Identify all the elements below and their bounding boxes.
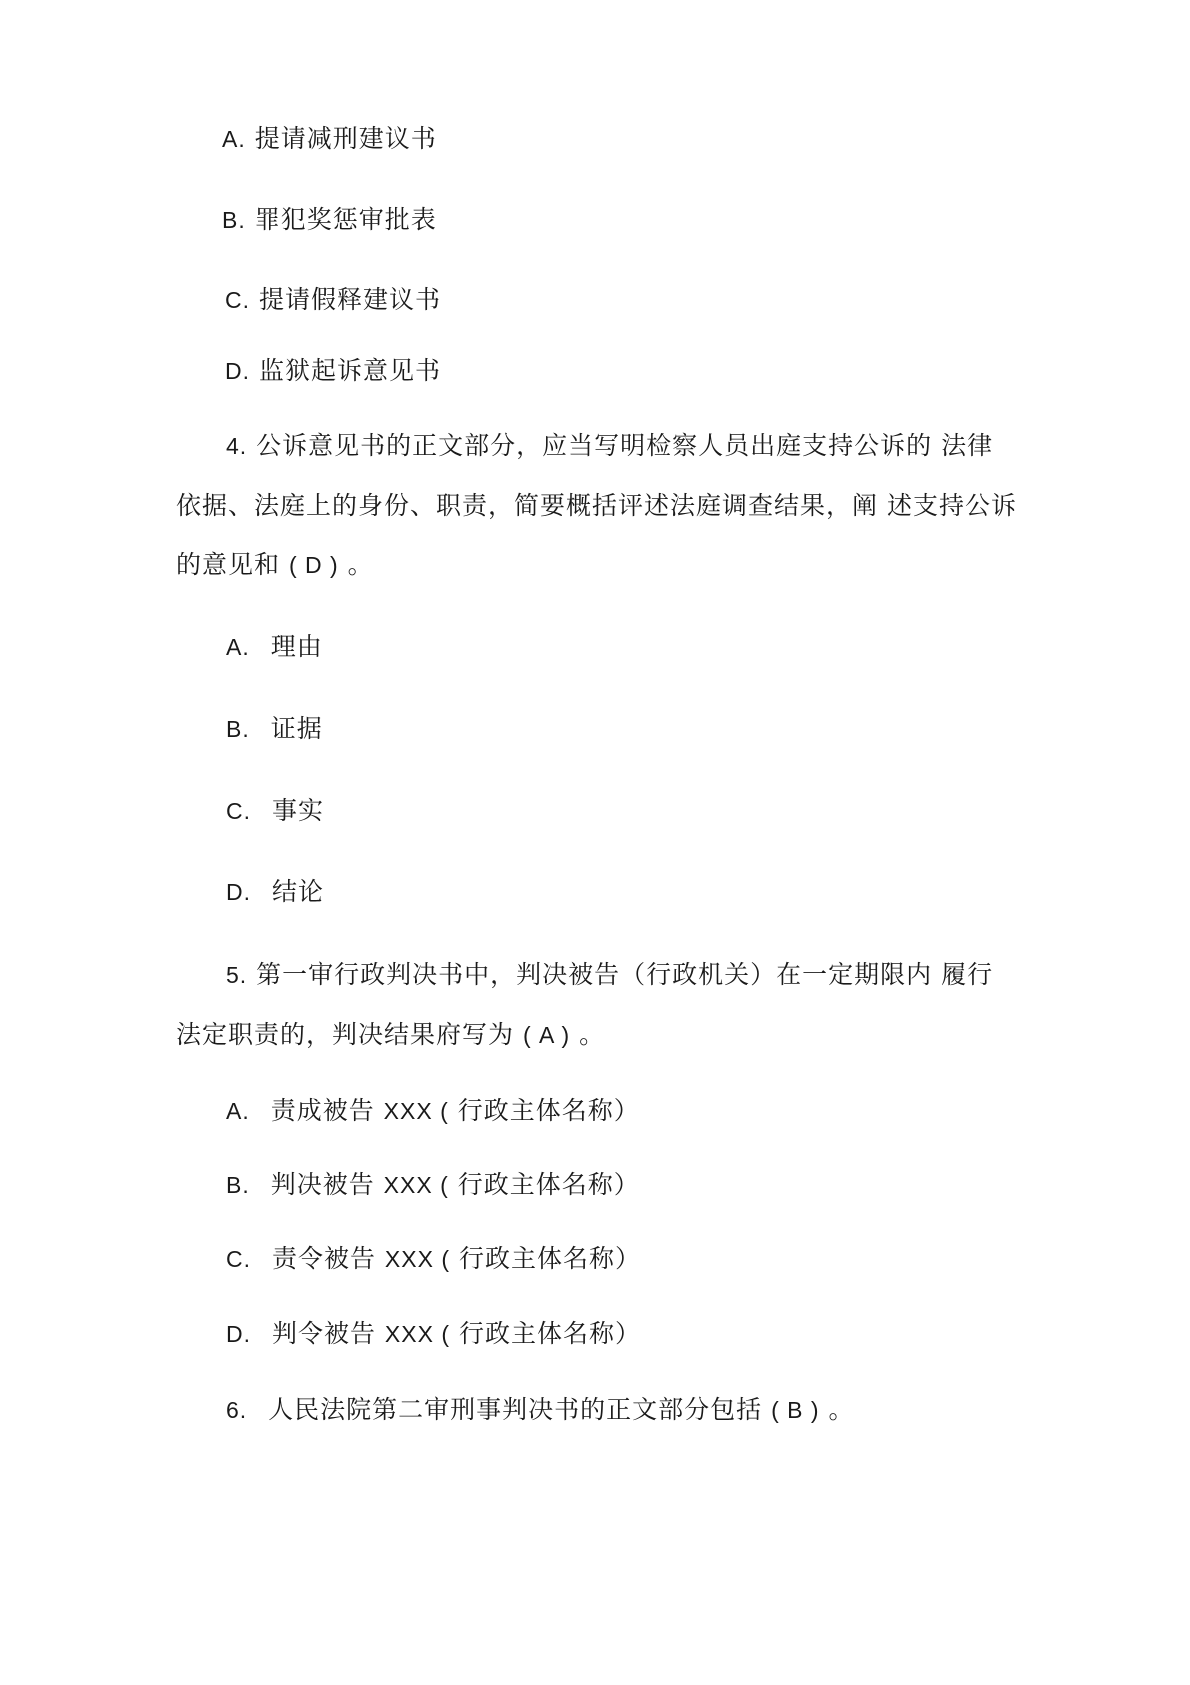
option-text: 判决被告 xyxy=(270,1170,375,1199)
option-label: D. xyxy=(226,1321,251,1347)
q4-option-a xyxy=(226,632,323,662)
question-text: 人民法院第二审刑事判决书的正文部分包括 xyxy=(268,1395,763,1424)
option-label: B. xyxy=(222,207,246,233)
option-text: 罪犯奖惩审批表 xyxy=(254,205,437,234)
q6-stem xyxy=(226,1395,855,1425)
q5-stem-line2 xyxy=(176,1020,605,1050)
option-text: 责成被告 xyxy=(270,1096,375,1125)
q4-option-b xyxy=(226,714,323,744)
option-label: B. xyxy=(226,1172,250,1198)
option-label: C. xyxy=(226,798,251,824)
question-number: 6. xyxy=(226,1397,248,1423)
q5-option-a xyxy=(226,1096,640,1126)
option-label: A. xyxy=(226,634,250,660)
question-text: 。 xyxy=(347,550,374,579)
q4-stem-line3 xyxy=(176,550,374,580)
option-tail: 行政主体名称） xyxy=(458,1244,641,1273)
placeholder-xxx: XXX ( xyxy=(384,1321,450,1347)
option-text: 责令被告 xyxy=(271,1244,376,1273)
question-text: 依据、法庭上的身份、职责，简要概括评述法庭调查结果，阐 述支持公诉 xyxy=(176,491,1017,520)
option-text: 结论 xyxy=(271,877,324,906)
option-text: 监狱起诉意见书 xyxy=(258,356,441,385)
q4-stem-line1 xyxy=(226,431,993,461)
option-text: 事实 xyxy=(271,796,324,825)
option-label: D. xyxy=(225,358,250,384)
question-text: 第一审行政判决书中，判决被告（行政机关）在一定期限内 履行 xyxy=(256,960,994,989)
option-label: C. xyxy=(225,287,250,313)
option-label: A. xyxy=(226,1098,250,1124)
answer: ( D ) xyxy=(288,552,339,578)
question-text: 的意见和 xyxy=(176,550,281,579)
option-tail: 行政主体名称） xyxy=(457,1096,640,1125)
option-tail: 行政主体名称） xyxy=(458,1319,641,1348)
option-tail: 行政主体名称） xyxy=(457,1170,640,1199)
q5-option-c xyxy=(226,1244,641,1274)
q3-option-c xyxy=(225,285,441,315)
option-text: 提请假释建议书 xyxy=(258,285,441,314)
q5-option-b xyxy=(226,1170,640,1200)
placeholder-xxx: XXX ( xyxy=(383,1098,449,1124)
question-number: 4. xyxy=(226,433,248,459)
q4-stem-line2 xyxy=(176,491,1017,521)
question-text: 法定职责的，判决结果府写为 xyxy=(176,1020,515,1049)
placeholder-xxx: XXX ( xyxy=(383,1172,449,1198)
option-label: D. xyxy=(226,879,251,905)
question-text: 公诉意见书的正文部分，应当写明检察人员出庭支持公诉的 法律 xyxy=(256,431,994,460)
q4-option-d xyxy=(226,877,324,907)
q5-option-d xyxy=(226,1319,641,1349)
option-text: 证据 xyxy=(270,714,323,743)
question-text: 。 xyxy=(828,1395,855,1424)
q3-option-a xyxy=(222,124,437,154)
option-text: 判令被告 xyxy=(271,1319,376,1348)
option-text: 提请减刑建议书 xyxy=(254,124,437,153)
q4-option-c xyxy=(226,796,324,826)
option-label: C. xyxy=(226,1246,251,1272)
placeholder-xxx: XXX ( xyxy=(384,1246,450,1272)
q3-option-d xyxy=(225,356,441,386)
question-number: 5. xyxy=(226,962,248,988)
answer: ( B ) xyxy=(771,1397,820,1423)
option-label: B. xyxy=(226,716,250,742)
option-text: 理由 xyxy=(270,632,323,661)
option-label: A. xyxy=(222,126,246,152)
q3-option-b xyxy=(222,205,437,235)
question-text: 。 xyxy=(579,1020,606,1049)
answer: ( A ) xyxy=(522,1022,571,1048)
q5-stem-line1 xyxy=(226,960,993,990)
